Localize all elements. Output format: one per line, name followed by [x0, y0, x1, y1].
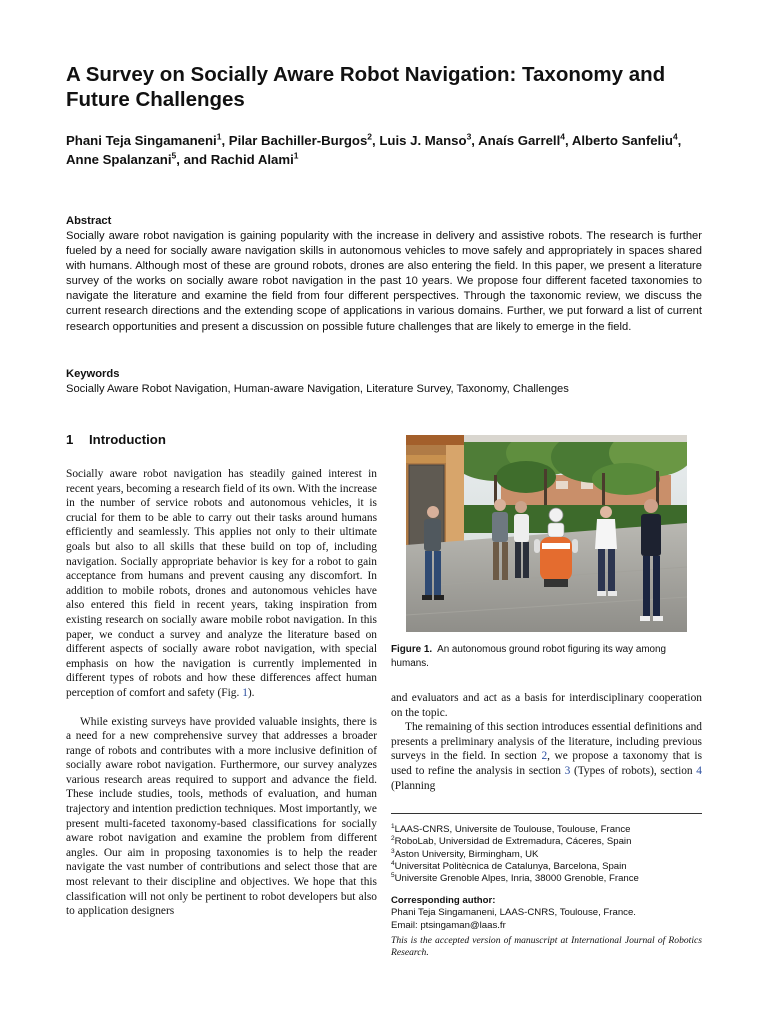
affiliation-text: Universitat Politècnica de Catalunya, Barcelona, Spain [394, 860, 627, 872]
author-separator: , and [176, 152, 211, 167]
intro-p1-end: ). [247, 686, 255, 699]
footnote-divider [391, 813, 702, 814]
affiliation-text: RoboLab, Universidad de Extremadura, Cáceres, Spain [394, 836, 632, 848]
keywords-text: Socially Aware Robot Navigation, Human-aware Navigation, Literature Survey, Taxonomy, Challenges [66, 383, 569, 395]
intro-p4-text-d: (Planning [391, 779, 436, 792]
robot-street-photo [406, 435, 687, 632]
affiliations [391, 824, 702, 885]
affiliation-item [391, 861, 702, 873]
affiliation-item [391, 873, 702, 885]
corresponding-name: Phani Teja Singamaneni, LAAS-CNRS, Toulouse, France. [391, 907, 636, 919]
figure-caption-text: An autonomous ground robot figuring its way among humans. [391, 644, 667, 669]
author-affiliation-sup: 2 [367, 131, 373, 142]
author-name: Pilar Bachiller-Burgos [228, 133, 368, 148]
author-name: Anne Spalanzani [66, 152, 172, 167]
affiliation-text: Aston University, Birmingham, UK [394, 848, 539, 860]
author-affiliation-sup: 1 [293, 150, 299, 161]
affiliation-item [391, 836, 702, 848]
affiliation-sup: 3 [391, 847, 395, 855]
author-name: Luis J. Manso [379, 133, 467, 148]
affiliation-sup: 1 [391, 822, 395, 830]
intro-p4-text-b: , we propose a taxonomy that is used to refine the analysis in section [391, 750, 702, 777]
figure-ref-link[interactable]: 1 [242, 686, 248, 699]
affiliation-sup: 4 [391, 859, 395, 867]
author-separator: , [471, 133, 479, 148]
section-heading [66, 432, 166, 447]
author-affiliation-sup: 4 [672, 131, 678, 142]
author-affiliation-sup: 3 [466, 131, 472, 142]
affiliation-text: LAAS-CNRS, Universite de Toulouse, Toulouse, France [394, 824, 631, 835]
author-affiliation-sup: 1 [216, 131, 222, 142]
section-ref-link-3[interactable]: 3 [564, 764, 571, 777]
affiliation-item [391, 824, 702, 836]
affiliation-sup: 2 [391, 835, 395, 843]
right-column [391, 691, 702, 793]
intro-paragraph-3: and evaluators and act as a basis for interdisciplinary cooperation on the topic. [391, 692, 702, 719]
abstract-text: Socially aware robot navigation is gaining popularity with the increase in delivery and assistive robots. The research is further fueled by a need for socially aware navigation skills in autonomous vehicles to move safely and appropriately in spaces shared with humans. Although most of these are ground robots, drones are also entering the field. In this paper, we present a literature survey of the works on socially aware robot navigation in the past 10 years. We propose four different faceted taxonomies to navigate the literature and examine the field from four different perspectives. Through the taxonomic review, we discuss the current research directions and the extending scope of applications in various domains. Further, we put forward a list of current research opportunities and present a discussion on possible future challenges that are likely to emerge in the field. [66, 230, 702, 333]
author-name: Rachid Alami [210, 152, 294, 167]
corresponding-heading: Corresponding author: [391, 895, 496, 906]
figure-caption [391, 643, 702, 670]
intro-p4-text-a: The remaining of this section introduces essential definitions and presents a preliminary analysis of the literature, including previous surveys in the field. In section [391, 721, 702, 763]
author-separator: , [221, 133, 229, 148]
author-affiliation-sup: 4 [560, 131, 565, 142]
affiliation-sup: 5 [391, 872, 395, 879]
corresponding-email[interactable]: Email: ptsingaman@laas.fr [391, 919, 506, 931]
intro-paragraph-2: While existing surveys have provided valuable insights, there is a need for a new comprehensive survey that addresses a broader range of robots and contributes with a more inclusive definition of socially aware robot navigation. Furthermore, our survey analyzes various research areas required to support and advance the field. These include studies, tools, methods of evaluation, and human trajectory and intention prediction techniques. Most importantly, we present multi-faceted taxonomy-based classifications for socially aware robot navigation and examine the problem from different angles. Our aim in proposing taxonomies is to help the reader navigate the vast number of contributions and select those that are most relevant to their discipline and objectives. We hope that this classification will not only be pertinent to robot developers but also to application designers [66, 715, 377, 918]
author-separator: , [372, 133, 380, 148]
corresponding-author [391, 895, 702, 932]
affiliation-text: Universite Grenoble Alpes, Inria, 38000 Grenoble, France [394, 873, 639, 885]
author-separator: , [677, 133, 682, 148]
publication-note: This is the accepted version of manuscript at International Journal of Robotics Research. [391, 935, 702, 959]
keywords-heading: Keywords [66, 368, 120, 380]
section-ref-link-4[interactable]: 4 [696, 764, 702, 777]
figure-label: Figure 1. [391, 644, 433, 655]
section-number: 1 [66, 432, 74, 447]
abstract-heading: Abstract [66, 215, 112, 227]
intro-paragraph-4 [391, 720, 702, 793]
author-name: Alberto Sanfeliu [571, 133, 673, 148]
author-name: Anaís Garrell [478, 133, 561, 148]
author-name: Phani Teja Singamaneni [66, 133, 217, 148]
section-ref-link-2[interactable]: 2 [541, 750, 548, 763]
left-column [66, 467, 377, 919]
section-title: Introduction [89, 432, 166, 447]
author-list [66, 131, 706, 169]
intro-p1-text: Socially aware robot navigation has steadily gained interest in recent years, becoming a research field of its own. With the increase in the number of service robots and autonomous vehicles, it is crucial for them to be able to carry out their tasks around humans efficiently and seamlessly. This applies not only to their ultimate goals but also to all skills that these build on top of, including navigation. Socially appropriate behavior is key for a robot to gain acceptance from humans and prevent causing any discomfort. In addition to mobile robots, drones and autonomous vehicles have also entered this field in recent years, taking inspiration from existing research on socially aware mobile robot navigation. In this paper, we conduct a survey and analyze the literature based on different aspects of socially aware robot navigation, with special emphasis on how the navigation is currently implemented in different types of robots and how these differences affect human perception of comfort and safety (Fig. [66, 468, 377, 699]
affiliation-item [391, 849, 702, 861]
intro-p4-text-c: (Types of robots), section [570, 764, 697, 777]
figure-photo [406, 435, 687, 632]
intro-paragraph-1 [66, 467, 377, 701]
author-affiliation-sup: 5 [171, 150, 177, 161]
author-separator: , [564, 133, 572, 148]
paper-title: A Survey on Socially Aware Robot Navigation: Taxonomy and Future Challenges [66, 63, 666, 111]
